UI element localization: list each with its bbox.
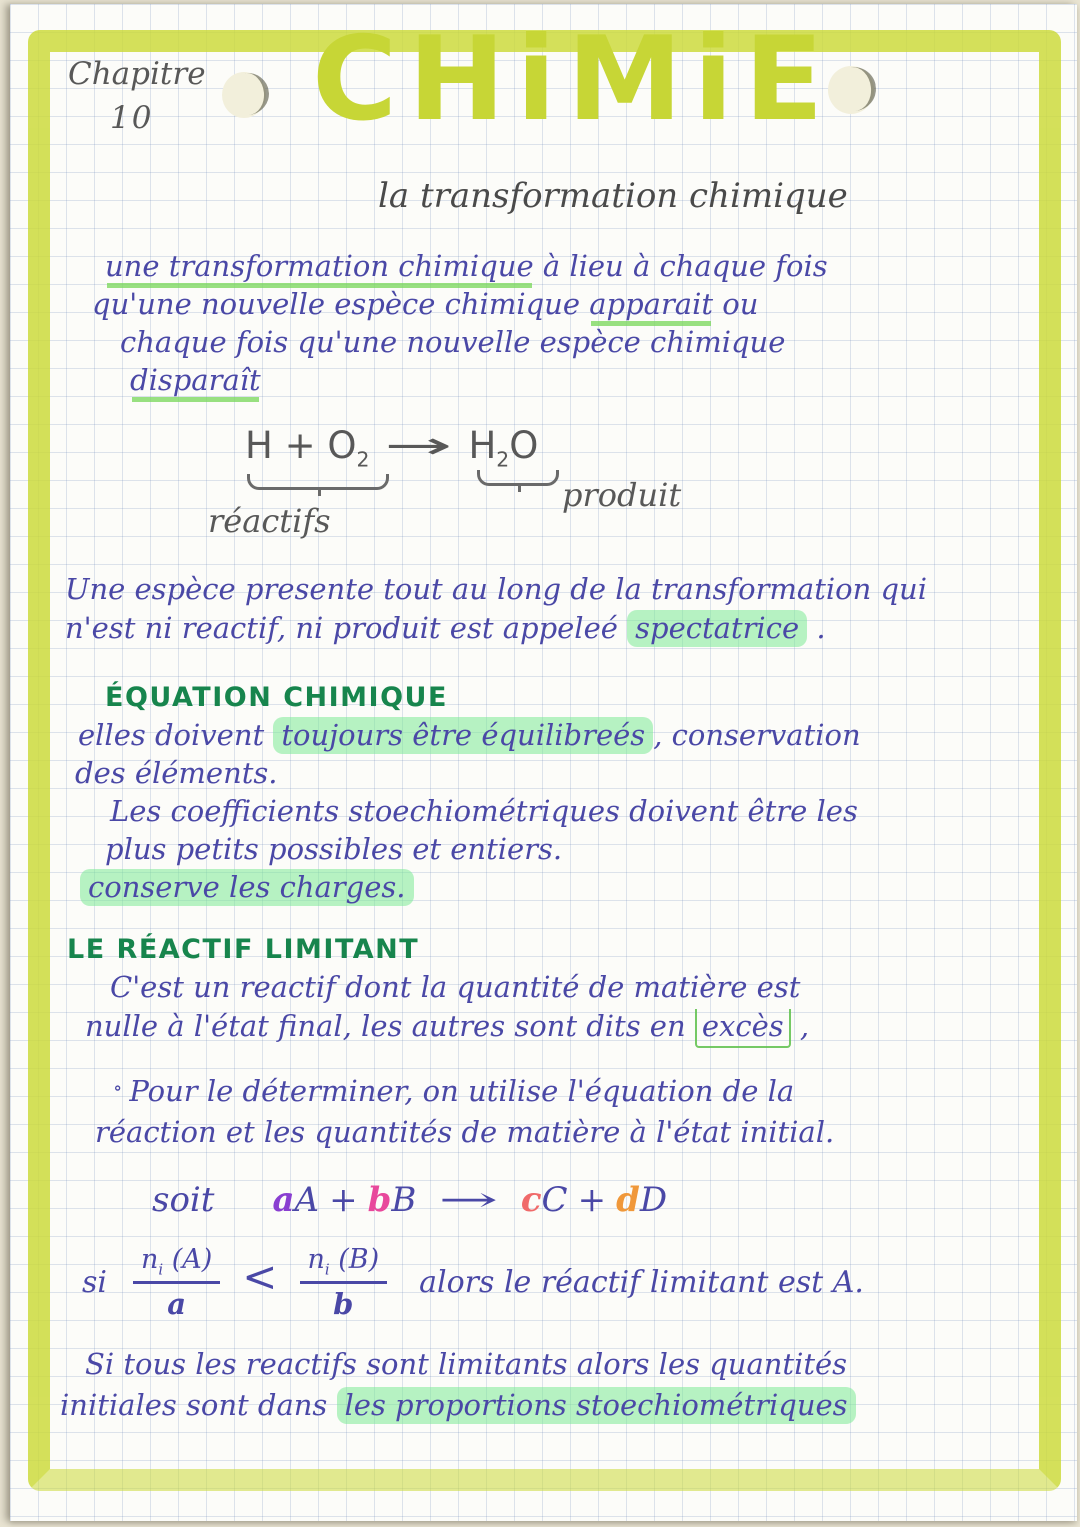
text-segment: qu'une nouvelle espèce chimique bbox=[92, 287, 590, 321]
i-subscript: i bbox=[158, 1260, 164, 1279]
reaction-arrow-1: → bbox=[384, 424, 454, 467]
text-segment: C'est un reactif dont la quantité de matière est bbox=[110, 970, 801, 1004]
text-segment: des éléments. bbox=[75, 756, 278, 790]
conclusion-text: alors le réactif limitant est A. bbox=[419, 1265, 864, 1301]
product-underbrace bbox=[477, 470, 559, 486]
paragraph-stoichiometric-proportions bbox=[58, 1344, 856, 1426]
species-B: B bbox=[391, 1180, 417, 1220]
eq1-product-subscript: 2 bbox=[496, 447, 510, 472]
text-segment: plus petits possibles et entiers. bbox=[105, 832, 563, 866]
chapter-word: Chapitre bbox=[68, 56, 206, 92]
plus-sign-1: + bbox=[329, 1180, 358, 1220]
chapter-label bbox=[68, 52, 206, 140]
species-A: A bbox=[294, 1180, 320, 1220]
text-segment: Une espèce presente tout au long de la transformation qui bbox=[65, 572, 928, 606]
text-segment-h: spectatrice bbox=[627, 610, 807, 647]
text-segment: chaque fois qu'une nouvelle espèce chimique bbox=[120, 325, 786, 359]
paren-B: (B) bbox=[329, 1244, 380, 1275]
coef-a: a bbox=[272, 1180, 295, 1220]
paragraph-equation-rules bbox=[75, 716, 861, 906]
paragraph-spectator-species bbox=[65, 570, 927, 648]
text-segment-h: toujours être équilibreés bbox=[273, 717, 653, 754]
denominator-b: b bbox=[333, 1287, 354, 1322]
coef-b: b bbox=[367, 1180, 392, 1220]
text-segment: Pour le déterminer, on utilise l'équation de la bbox=[129, 1074, 795, 1108]
n-symbol: n bbox=[141, 1244, 159, 1275]
fraction-niB-over-b bbox=[300, 1244, 388, 1321]
coef-c: c bbox=[520, 1180, 542, 1220]
text-segment: ou bbox=[713, 287, 759, 321]
eq1-reactant-subscript: 2 bbox=[356, 447, 370, 472]
i-subscript: i bbox=[324, 1260, 330, 1279]
coef-d: d bbox=[616, 1180, 640, 1220]
text-segment: , bbox=[790, 1009, 810, 1043]
general-reaction-equation bbox=[152, 1180, 667, 1220]
text-segment: elles doivent bbox=[78, 718, 274, 752]
example-reaction-equation bbox=[245, 424, 538, 471]
eq1-reactants: H + O bbox=[245, 424, 357, 467]
reactants-underbrace bbox=[247, 474, 389, 490]
species-D: D bbox=[639, 1180, 668, 1220]
limiting-reagent-condition bbox=[82, 1244, 864, 1321]
text-segment: réaction et les quantités de matière à l'état initial. bbox=[95, 1115, 835, 1149]
text-segment: nulle à l'état final, les autres sont dits en bbox=[85, 1009, 695, 1043]
n-symbol: n bbox=[307, 1244, 325, 1275]
paragraph-determination-method bbox=[95, 1068, 835, 1153]
paren-A: (A) bbox=[163, 1244, 213, 1275]
text-segment: n'est ni reactif, ni produit est appeleé bbox=[65, 611, 628, 645]
text-segment: . bbox=[807, 611, 826, 645]
text-segment-bullet: ∘ bbox=[113, 1077, 123, 1099]
text-segment: à lieu à chaque fois bbox=[533, 249, 828, 283]
paragraph-limiting-reagent-definition bbox=[82, 968, 809, 1046]
eq1-product-o: O bbox=[509, 424, 539, 467]
text-segment-u: une transformation chimique bbox=[105, 249, 534, 283]
text-segment: , conservation bbox=[653, 718, 861, 752]
text-segment: Si tous les reactifs sont limitants alors les quantités bbox=[85, 1347, 848, 1381]
denominator-a: a bbox=[167, 1287, 187, 1322]
eq1-product-h: H bbox=[468, 424, 497, 467]
text-segment-u: disparaît bbox=[130, 363, 261, 397]
numerator-niA bbox=[133, 1244, 220, 1284]
paragraph-transformation-definition bbox=[92, 247, 828, 399]
section-heading-reactif-limitant: LE RÉACTIF LIMITANT bbox=[67, 934, 420, 965]
text-segment: initiales sont dans bbox=[60, 1388, 337, 1422]
notebook-page bbox=[10, 4, 1077, 1521]
chapter-number: 10 bbox=[110, 100, 154, 136]
punch-hole-left bbox=[222, 72, 266, 118]
product-label: produit bbox=[562, 476, 682, 514]
plus-sign-2: + bbox=[577, 1180, 607, 1220]
section-heading-equation-chimique: ÉQUATION CHIMIQUE bbox=[105, 682, 448, 713]
text-segment-h: les proportions stoechiométriques bbox=[337, 1387, 856, 1424]
page-subtitle: la transformation chimique bbox=[378, 176, 848, 216]
page-title: CHiMiE bbox=[312, 12, 835, 147]
text-segment-b: excès bbox=[695, 1009, 791, 1048]
numerator-niB bbox=[300, 1244, 388, 1284]
species-C: C bbox=[541, 1180, 568, 1220]
reactants-label: réactifs bbox=[208, 502, 331, 540]
si-label: si bbox=[82, 1265, 107, 1301]
text-segment-u: apparait bbox=[589, 287, 714, 321]
fraction-niA-over-a bbox=[133, 1244, 220, 1321]
less-than-sign: < bbox=[242, 1252, 278, 1302]
text-segment-h: conserve les charges. bbox=[80, 869, 414, 906]
reaction-arrow-2: → bbox=[438, 1180, 499, 1220]
punch-hole-right bbox=[828, 66, 874, 114]
text-segment: Les coefficients stoechiométriques doivent être les bbox=[110, 794, 858, 828]
soit-label: soit bbox=[152, 1180, 215, 1220]
